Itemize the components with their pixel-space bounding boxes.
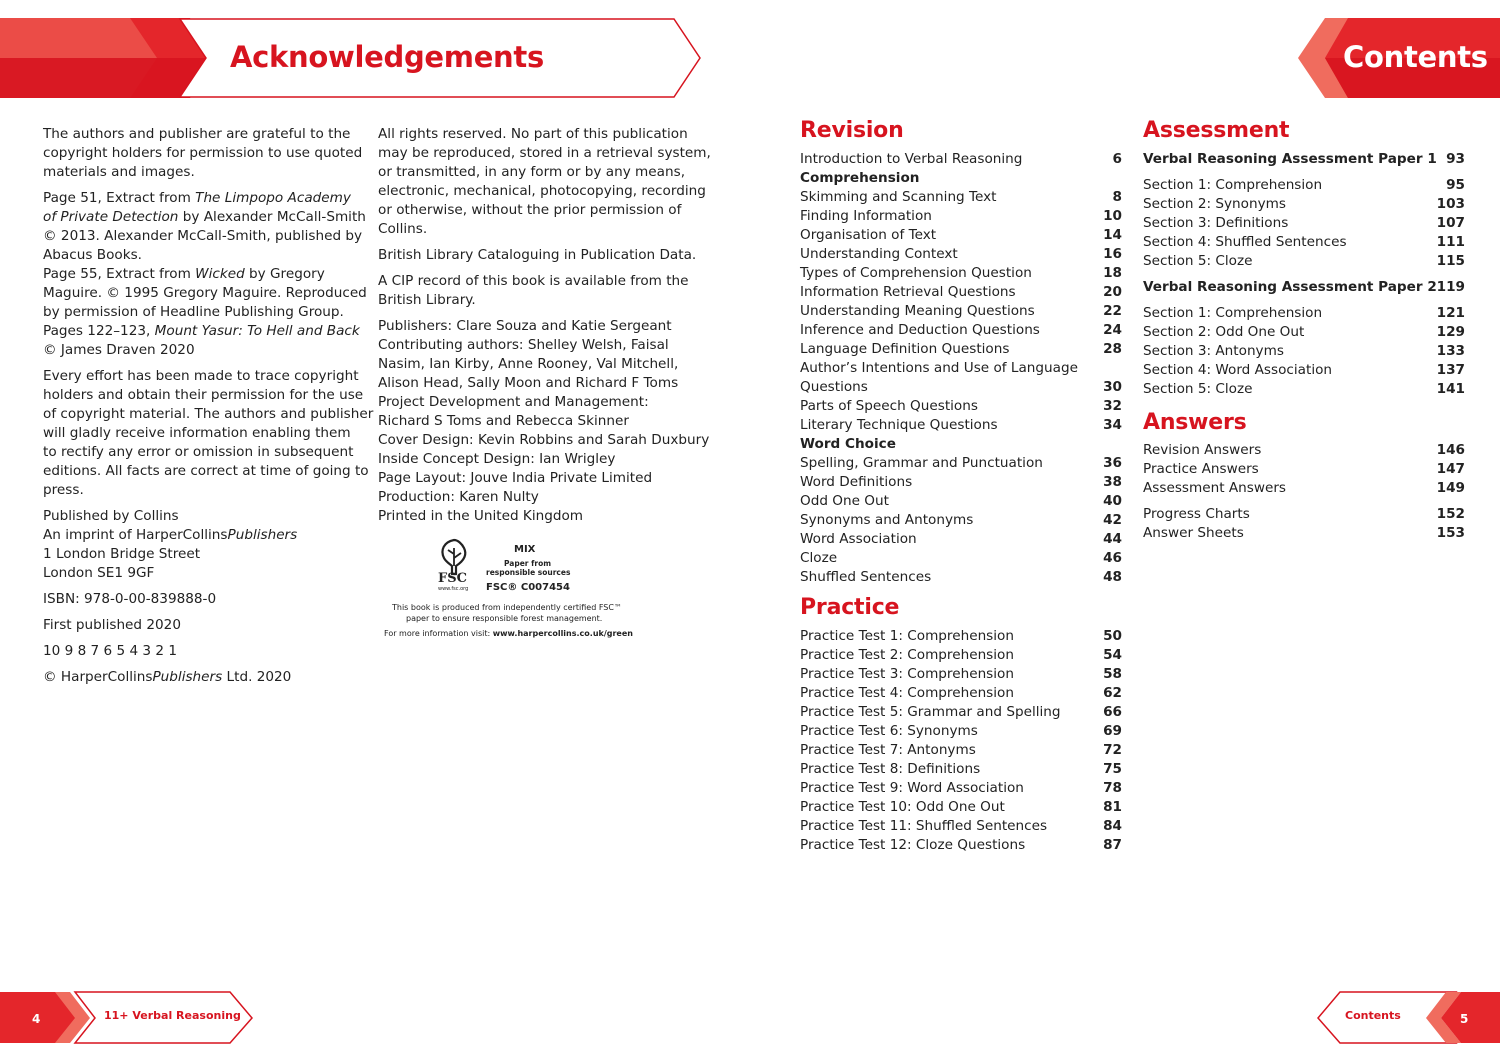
acknowledgements-column-2 (378, 125, 711, 533)
toc-page-number: 87 (1103, 837, 1122, 853)
toc-entry-title: Practice Test 11: Shuffled Sentences (800, 818, 1048, 834)
toc-entry-questions[interactable] (800, 378, 1122, 397)
toc-page-number: 115 (1436, 253, 1465, 269)
fsc-paper-from: Paper from (504, 559, 552, 568)
toc-entry-progress-charts[interactable] (1143, 505, 1465, 524)
toc-entry-understanding-meaning-questions[interactable] (800, 302, 1122, 321)
toc-subheading-comprehension (800, 169, 1122, 188)
toc-entry-title: Section 2: Synonyms (1143, 196, 1286, 212)
toc-entry-title: Word Association (800, 531, 917, 547)
toc-page-number: 121 (1436, 305, 1465, 321)
toc-page-number: 147 (1436, 461, 1465, 477)
toc-entry-practice-test-5-grammar-and-spelling[interactable] (800, 703, 1122, 722)
toc-page-number: 103 (1436, 196, 1465, 212)
toc-entry-inference-and-deduction-questions[interactable] (800, 321, 1122, 340)
toc-page-number: 111 (1436, 234, 1465, 250)
toc-entry-title: Questions (800, 379, 868, 395)
toc-page-number: 149 (1436, 480, 1465, 496)
toc-entry-title: Introduction to Verbal Reasoning (800, 151, 1023, 167)
fsc-certification (380, 536, 633, 646)
toc-page-number: 133 (1436, 343, 1465, 359)
fsc-website-link[interactable]: www.harpercollins.co.uk/green (492, 629, 633, 638)
toc-entry-section-2-synonyms[interactable] (1143, 195, 1465, 214)
toc-page-number: 141 (1436, 381, 1465, 397)
toc-entry-title: Section 5: Cloze (1143, 381, 1253, 397)
toc-entry-title: Practice Test 5: Grammar and Spelling (800, 704, 1061, 720)
toc-entry-synonyms-and-antonyms[interactable] (800, 511, 1122, 530)
toc-entry-section-5-cloze[interactable] (1143, 252, 1465, 271)
toc-assessment-list (1143, 150, 1465, 399)
toc-page-number: 34 (1103, 417, 1122, 433)
toc-entry-section-3-definitions[interactable] (1143, 214, 1465, 233)
toc-entry-assessment-paper-2[interactable]: Verbal Reasoning Assessment Paper 2 119 (1143, 279, 1465, 295)
toc-entry-title: Information Retrieval Questions (800, 284, 1016, 300)
toc-entry-title: Section 2: Odd One Out (1143, 324, 1305, 340)
toc-entry-title: Section 3: Antonyms (1143, 343, 1284, 359)
toc-page-number: 69 (1103, 723, 1122, 739)
toc-page-number: 95 (1446, 177, 1465, 193)
toc-entry-title: Practice Test 6: Synonyms (800, 723, 978, 739)
copyright-permission-paragraph: The authors and publisher are grateful to the copyright holders for permission to use quoted materials and images. (43, 126, 363, 180)
toc-entry-introduction-to-verbal-reasoning[interactable] (800, 150, 1122, 169)
toc-page-number: 40 (1103, 493, 1122, 509)
toc-entry-title: Word Definitions (800, 474, 913, 490)
toc-entry-title: Skimming and Scanning Text (800, 189, 997, 205)
toc-entry-title: Section 4: Word Association (1143, 362, 1333, 378)
toc-entry-skimming-and-scanning-text[interactable] (800, 188, 1122, 207)
toc-page-number: 46 (1103, 550, 1122, 566)
toc-page-number: 50 (1103, 628, 1122, 644)
toc-entry-practice-test-10-odd-one-out[interactable] (800, 798, 1122, 817)
toc-entry-title: Practice Test 3: Comprehension (800, 666, 1014, 682)
toc-entry-title: Inference and Deduction Questions (800, 322, 1040, 338)
toc-entry-title: Cloze (800, 550, 838, 566)
toc-entry-finding-information[interactable] (800, 207, 1122, 226)
toc-entry-practice-test-3-comprehension[interactable] (800, 665, 1122, 684)
fsc-logo-text: FSC (438, 571, 467, 586)
rights-reserved-paragraph: All rights reserved. No part of this publication may be reproduced, stored in a retrieval system, or transmitted, in any form or by any means, electronic, mechanical, photocopying, recording or otherwise, without the prior permission of Collins. (378, 126, 711, 237)
toc-entry-title: Section 3: Definitions (1143, 215, 1289, 231)
toc-answers-list (1143, 441, 1465, 543)
toc-entry-title: Revision Answers (1143, 442, 1262, 458)
toc-entry-information-retrieval-questions[interactable] (800, 283, 1122, 302)
toc-entry-title: Practice Test 7: Antonyms (800, 742, 976, 758)
toc-entry-title: Finding Information (800, 208, 932, 224)
page-number-left: 4 (32, 1012, 41, 1026)
toc-entry-practice-test-4-comprehension[interactable] (800, 684, 1122, 703)
toc-entry-practice-test-6-synonyms[interactable] (800, 722, 1122, 741)
toc-entry-spelling-grammar-and-punctuation[interactable] (800, 454, 1122, 473)
isbn: ISBN: 978-0-00-839888-0 (43, 591, 217, 607)
toc-page-number: 152 (1436, 506, 1465, 522)
toc-page-number: 24 (1103, 322, 1122, 338)
page-title-contents: Contents (1343, 40, 1488, 74)
toc-entry-title: Practice Test 8: Definitions (800, 761, 981, 777)
toc-entry-title: Practice Test 9: Word Association (800, 780, 1024, 796)
toc-page-number: 30 (1103, 379, 1122, 395)
toc-entry-title: Shuffled Sentences (800, 569, 932, 585)
toc-page-number: 18 (1103, 265, 1122, 281)
toc-entry-practice-test-11-shuffled-sentences[interactable] (800, 817, 1122, 836)
footer-section-label: Contents (1345, 1009, 1401, 1022)
toc-entry-understanding-context[interactable] (800, 245, 1122, 264)
fsc-mix: MIX (514, 544, 536, 555)
toc-subheading-word-choice (800, 435, 1122, 454)
toc-page-number: 22 (1103, 303, 1122, 319)
publisher-address-paragraph: Published by Collins An imprint of HarperCollinsPublishers 1 London Bridge Street London SE1 9GF (43, 508, 298, 581)
toc-entry-title: Types of Comprehension Question (800, 265, 1032, 281)
toc-page-number: 20 (1103, 284, 1122, 300)
print-line: 10 9 8 7 6 5 4 3 2 1 (43, 643, 178, 659)
toc-entry-title: Synonyms and Antonyms (800, 512, 974, 528)
toc-page-number: 36 (1103, 455, 1122, 471)
cataloguing-line: British Library Cataloguing in Publication Data. (378, 247, 697, 263)
credits-paragraph: Publishers: Clare Souza and Katie Sergeant Contributing authors: Shelley Welsh, Faisal Nasim, Ian Kirby, Anne Rooney, Val Mitchell, Alison Head, Sally Moon and Richard F Toms Project Development and Management: Richard S Toms and Rebecca Skinner Cover Design: Kevin Robbins and Sarah Duxbury Inside Concept Design: Ian Wrigley Page Layout: Jouve India Private Limited Production: Karen Nulty Printed in the United Kingdom (378, 318, 710, 524)
toc-entry-title: Practice Test 10: Odd One Out (800, 799, 1005, 815)
toc-entry-title: Comprehension (800, 170, 920, 186)
toc-page-number: 16 (1103, 246, 1122, 262)
toc-page-number: 58 (1103, 666, 1122, 682)
fsc-note-line-1: This book is produced from independently certified FSC™ (392, 603, 622, 612)
toc-page-number: 72 (1103, 742, 1122, 758)
toc-page-number: 38 (1103, 474, 1122, 490)
footer-right-tab (1316, 990, 1500, 1045)
toc-entry-section-4-word-association[interactable] (1143, 361, 1465, 380)
toc-entry-author-s-intentions-and-use-of-language[interactable] (800, 359, 1122, 378)
toc-entry-title: Practice Test 1: Comprehension (800, 628, 1014, 644)
toc-entry-title: Assessment Answers (1143, 480, 1287, 496)
section-heading-answers: Answers (1143, 410, 1247, 435)
toc-entry-title: Progress Charts (1143, 506, 1250, 522)
toc-entry-types-of-comprehension-question[interactable] (800, 264, 1122, 283)
section-heading-assessment: Assessment (1143, 118, 1290, 143)
toc-page-number: 107 (1436, 215, 1465, 231)
every-effort-paragraph: Every effort has been made to trace copyright holders and obtain their permission for the use of copyright material. The authors and publisher will gladly receive information enabling them to rectify any error or omission in subsequent editions. All facts are correct at time of going to press. (43, 368, 374, 498)
toc-page-number: 48 (1103, 569, 1122, 585)
toc-page-number: 14 (1103, 227, 1122, 243)
toc-entry-title: Section 1: Comprehension (1143, 305, 1323, 321)
extract-credits-paragraph: Page 51, Extract from The Limpopo Academy of Private Detection by Alexander McCall-Smith © 2013. Alexander McCall-Smith, published by Abacus Books. Page 55, Extract from Wicked by Gregory Maguire. © 1995 Gregory Maguire. Reproduced by permission of Headline Publishing Group. Pages 122–123, Mount Yasur: To Hell and Back © James Draven 2020 (43, 190, 367, 358)
toc-entry-title: Practice Test 2: Comprehension (800, 647, 1014, 663)
toc-entry-practice-test-9-word-association[interactable] (800, 779, 1122, 798)
toc-entry-literary-technique-questions[interactable] (800, 416, 1122, 435)
toc-entry-practice-answers[interactable] (1143, 460, 1465, 479)
toc-entry-section-1-comprehension[interactable] (1143, 304, 1465, 323)
toc-entry-title: Understanding Meaning Questions (800, 303, 1035, 319)
page-title-acknowledgements: Acknowledgements (230, 40, 544, 74)
toc-entry-language-definition-questions[interactable] (800, 340, 1122, 359)
toc-entry-practice-test-12-cloze-questions[interactable] (800, 836, 1122, 855)
fsc-code: FSC® C007454 (486, 582, 570, 593)
toc-entry-shuffled-sentences[interactable] (800, 568, 1122, 587)
toc-practice-list (800, 627, 1122, 855)
toc-page-number: 75 (1103, 761, 1122, 777)
first-published: First published 2020 (43, 617, 181, 633)
toc-entry-revision-answers[interactable] (1143, 441, 1465, 460)
toc-entry-practice-test-2-comprehension[interactable] (800, 646, 1122, 665)
toc-page-number: 81 (1103, 799, 1122, 815)
toc-entry-title: Section 4: Shuffled Sentences (1143, 234, 1347, 250)
toc-page-number: 153 (1436, 525, 1465, 541)
toc-entry-title: Word Choice (800, 436, 896, 452)
toc-entry-organisation-of-text[interactable] (800, 226, 1122, 245)
toc-entry-parts-of-speech-questions[interactable] (800, 397, 1122, 416)
toc-entry-assessment-paper-1[interactable]: Verbal Reasoning Assessment Paper 1 93 (1143, 151, 1465, 167)
toc-entry-title: Section 5: Cloze (1143, 253, 1253, 269)
toc-revision-list (800, 150, 1122, 587)
toc-page-number: 8 (1112, 189, 1122, 205)
toc-entry-title: Practice Test 4: Comprehension (800, 685, 1014, 701)
toc-entry-title: Organisation of Text (800, 227, 937, 243)
acknowledgements-column-1 (43, 125, 374, 694)
section-heading-revision: Revision (800, 118, 904, 143)
toc-page-number: 10 (1103, 208, 1122, 224)
toc-entry-section-4-shuffled-sentences[interactable] (1143, 233, 1465, 252)
toc-entry-cloze[interactable] (800, 549, 1122, 568)
toc-entry-section-3-antonyms[interactable] (1143, 342, 1465, 361)
toc-page-number: 84 (1103, 818, 1122, 834)
section-heading-practice: Practice (800, 595, 900, 620)
toc-entry-answer-sheets[interactable] (1143, 524, 1465, 543)
toc-entry-title: Odd One Out (800, 493, 889, 509)
fsc-responsible-sources: responsible sources (486, 568, 571, 577)
page-number-right: 5 (1460, 1012, 1469, 1026)
toc-entry-section-1-comprehension[interactable] (1143, 176, 1465, 195)
toc-page-number: 44 (1103, 531, 1122, 547)
toc-entry-title: Spelling, Grammar and Punctuation (800, 455, 1043, 471)
toc-page-number: 78 (1103, 780, 1122, 796)
toc-entry-title: Understanding Context (800, 246, 958, 262)
toc-entry-title: Parts of Speech Questions (800, 398, 978, 414)
cip-record-paragraph: A CIP record of this book is available from the British Library. (378, 273, 689, 308)
copyright-line: © HarperCollinsPublishers Ltd. 2020 (43, 669, 292, 685)
toc-page-number: 28 (1103, 341, 1122, 357)
toc-entry-title: Author’s Intentions and Use of Language (800, 360, 1078, 376)
toc-entry-word-definitions[interactable] (800, 473, 1122, 492)
toc-page-number: 129 (1436, 324, 1465, 340)
fsc-note-line-3: For more information visit: www.harpercollins.co.uk/green (384, 629, 633, 638)
footer-book-title: 11+ Verbal Reasoning (104, 1009, 241, 1022)
toc-entry-title: Literary Technique Questions (800, 417, 998, 433)
toc-page-number: 66 (1103, 704, 1122, 720)
toc-page-number: 6 (1112, 151, 1122, 167)
toc-entry-practice-test-1-comprehension[interactable] (800, 627, 1122, 646)
toc-entry-assessment-answers[interactable] (1143, 479, 1465, 498)
toc-entry-practice-test-8-definitions[interactable] (800, 760, 1122, 779)
toc-entry-odd-one-out[interactable] (800, 492, 1122, 511)
toc-entry-section-5-cloze[interactable] (1143, 380, 1465, 399)
toc-entry-title: Practice Test 12: Cloze Questions (800, 837, 1026, 853)
toc-page-number: 42 (1103, 512, 1122, 528)
toc-entry-practice-test-7-antonyms[interactable] (800, 741, 1122, 760)
toc-page-number: 54 (1103, 647, 1122, 663)
toc-entry-title: Practice Answers (1143, 461, 1259, 477)
toc-entry-title: Section 1: Comprehension (1143, 177, 1323, 193)
toc-entry-section-2-odd-one-out[interactable] (1143, 323, 1465, 342)
toc-page-number: 62 (1103, 685, 1122, 701)
fsc-url-small: www.fsc.org (438, 586, 469, 592)
toc-entry-word-association[interactable] (800, 530, 1122, 549)
toc-page-number: 146 (1436, 442, 1465, 458)
fsc-note-line-2: paper to ensure responsible forest management. (406, 614, 603, 623)
toc-page-number: 137 (1436, 362, 1465, 378)
toc-entry-title: Language Definition Questions (800, 341, 1010, 357)
toc-entry-title: Answer Sheets (1143, 525, 1244, 541)
toc-page-number: 32 (1103, 398, 1122, 414)
